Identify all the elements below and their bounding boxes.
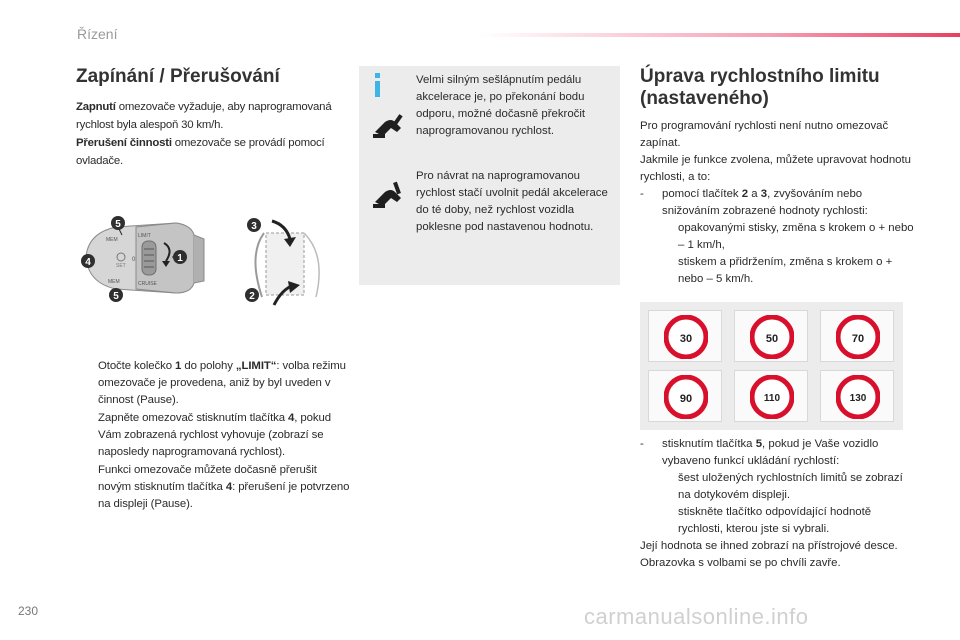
lever-cruise: CRUISE xyxy=(138,281,157,287)
svg-text:1: 1 xyxy=(177,253,183,264)
svg-text:130: 130 xyxy=(849,393,867,404)
list-item: stiskem a přidržením, změna s krokem o + nebo – 5 km/h. xyxy=(678,256,893,285)
list-item: stiskněte tlačítko odpovídající hodnotě rychlosti, kterou jste si vybrali. xyxy=(678,506,872,535)
svg-text:3: 3 xyxy=(251,221,257,232)
foot-pedal-release-icon xyxy=(371,180,407,212)
foot-pedal-icon xyxy=(371,110,407,142)
bullet-marker xyxy=(76,462,98,513)
lever-mem-bottom: MEM xyxy=(108,279,120,285)
list-item: šest uložených rychlostních limitů se zobrazí na dotykovém displeji. xyxy=(678,472,903,501)
bullet-marker xyxy=(76,410,98,461)
control-lever-illustration xyxy=(76,205,351,315)
lever-mem-top: MEM xyxy=(106,237,118,243)
right-paragraph-3: Její hodnota se ihned zobrazí na přístrojové desce. xyxy=(640,540,898,552)
watermark-text: carmanualsonline.info xyxy=(584,604,809,629)
list-item: opakovanými stisky, změna s krokem o + nebo – 1 km/h, xyxy=(678,222,914,251)
intro-bold-2: Přerušení činnosti xyxy=(76,137,172,149)
header-section-title: Řízení xyxy=(77,26,118,42)
svg-text:30: 30 xyxy=(679,333,693,345)
intro-rest-1: omezovače vyžaduje, aby naprogramovaná rychlost byla alespoň 30 km/h. xyxy=(76,101,332,131)
list-item: - pomocí tlačítek 2 a 3, zvyšováním nebo snižováním zobrazené hodnoty rychlosti: xyxy=(640,188,868,217)
speed-button-70[interactable] xyxy=(820,310,894,362)
section-title-left: Zapínání / Přerušování xyxy=(76,66,280,87)
svg-text:5: 5 xyxy=(113,291,119,302)
intro-rest-2: omezovače se provádí pomocí ovladače. xyxy=(76,137,325,167)
info-icon xyxy=(368,71,388,105)
svg-text:70: 70 xyxy=(851,333,865,345)
right-text-block-2 xyxy=(640,436,915,572)
list-item: - stisknutím tlačítka 5, pokud je Vaše vozidlo vybaveno funkcí ukládání rychlostí: xyxy=(640,438,879,467)
svg-text:90: 90 xyxy=(679,393,693,405)
info-box xyxy=(359,66,620,285)
speed-button-130[interactable] xyxy=(820,370,894,422)
speed-button-110[interactable] xyxy=(734,370,808,422)
lever-zero: 0 xyxy=(132,257,136,263)
svg-text:110: 110 xyxy=(763,393,781,404)
lever-limit: LIMIT xyxy=(138,233,151,239)
bullet-list-left xyxy=(76,358,351,514)
page-number: 230 xyxy=(18,604,39,618)
header-gradient-line xyxy=(480,33,960,37)
svg-text:50: 50 xyxy=(765,333,779,345)
list-item: Otočte kolečko 1 do polohy „LIMIT“: volba režimu omezovače je provedena, aniž by byl uveden v činnost (Pause). xyxy=(76,358,351,409)
right-paragraph-4: Obrazovka s volbami se po chvíli zavře. xyxy=(640,557,841,569)
svg-text:4: 4 xyxy=(85,257,91,268)
list-item: Funkci omezovače můžete dočasně přerušit novým stisknutím tlačítka 4: přerušení je potvrzeno na displeji (Pause). xyxy=(76,462,351,513)
intro-text xyxy=(76,98,351,170)
control-lever-figure xyxy=(76,205,351,315)
bullet-marker xyxy=(76,358,98,409)
svg-text:5: 5 xyxy=(115,219,121,230)
speed-limit-selection-panel xyxy=(640,302,903,430)
speed-button-90[interactable] xyxy=(648,370,722,422)
svg-text:2: 2 xyxy=(249,291,255,302)
section-title-right: Úprava rychlostního limitu (nastaveného) xyxy=(640,66,880,109)
info-paragraph-1: Velmi silným sešlápnutím pedálu akcelerace je, po překonání bodu odporu, možné dočasně překročit naprogramovanou rychlost. xyxy=(416,74,586,137)
info-paragraph-2: Pro návrat na naprogramovanou rychlost stačí uvolnit pedál akcelerace do té doby, než rychlost vozidla poklesne pod nastavenou hodnotu. xyxy=(416,170,608,233)
right-paragraph-1: Pro programování rychlosti není nutno omezovač zapínat. xyxy=(640,120,889,149)
right-text-block xyxy=(640,118,915,288)
intro-bold-1: Zapnutí xyxy=(76,101,116,113)
speed-button-30[interactable] xyxy=(648,310,722,362)
speed-button-50[interactable] xyxy=(734,310,808,362)
list-item: Zapněte omezovač stisknutím tlačítka 4, pokud Vám zobrazená rychlost vyhovuje (zobrazí se naposledy naprogramovaná rychlost). xyxy=(76,410,351,461)
right-paragraph-2: Jakmile je funkce zvolena, můžete upravovat hodnotu rychlosti, a to: xyxy=(640,154,912,183)
lever-set: SET xyxy=(116,263,126,269)
